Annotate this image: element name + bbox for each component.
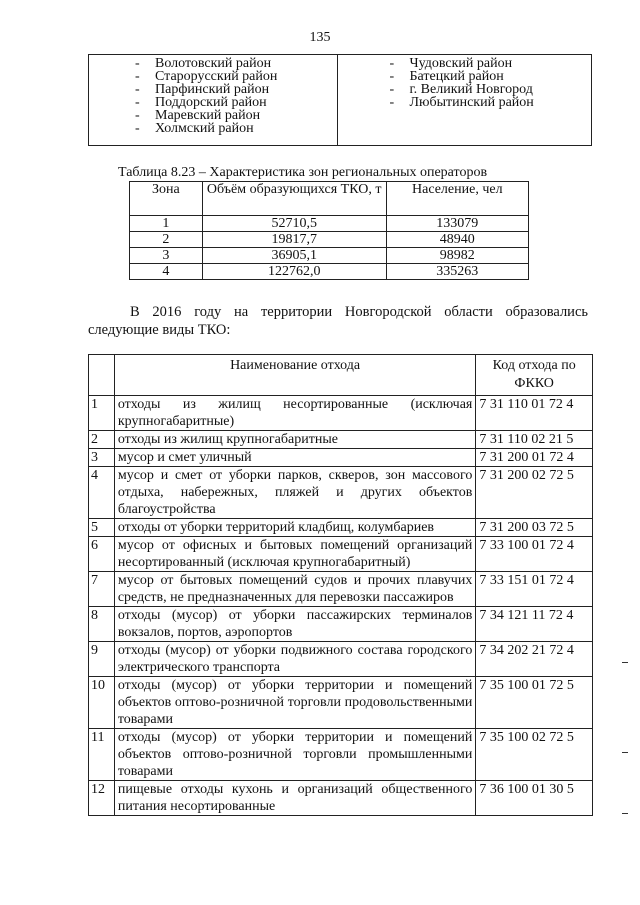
district-name: Любытинский район xyxy=(409,95,534,110)
zone-number: 3 xyxy=(130,248,203,264)
zone-volume: 19817,7 xyxy=(202,232,386,248)
district-name: Батецкий район xyxy=(409,69,504,84)
waste-header-name: Наименование отхода xyxy=(114,355,476,396)
waste-number: 9 xyxy=(89,642,115,677)
waste-number: 2 xyxy=(89,431,115,449)
waste-types-table xyxy=(88,354,593,816)
waste-code: 7 31 200 02 72 5 xyxy=(476,467,593,519)
district-name: Старорусский район xyxy=(155,69,278,84)
waste-name: мусор от офисных и бытовых помещений организаций несортированный (исключая крупногабаритный) xyxy=(114,537,476,572)
district-item xyxy=(390,96,592,109)
waste-number: 7 xyxy=(89,572,115,607)
zone-population: 133079 xyxy=(386,216,528,232)
districts-left-column xyxy=(89,55,338,145)
dash-bullet: - xyxy=(389,95,395,110)
district-name: г. Великий Новгород xyxy=(409,82,533,97)
waste-name: мусор и смет от уборки парков, скверов, зон массового отдыха, набережных, пляжей и других объектов благоустройства xyxy=(114,467,476,519)
waste-header-number xyxy=(89,355,115,396)
dash-bullet: - xyxy=(389,56,395,71)
zones-header-zone: Зона xyxy=(130,182,203,216)
page-number: 135 xyxy=(309,30,331,45)
waste-code: 7 35 100 02 72 5 xyxy=(476,729,593,781)
table-row xyxy=(89,781,593,816)
waste-code: 7 31 110 01 72 4 xyxy=(476,396,593,431)
district-name: Парфинский район xyxy=(155,82,270,97)
table-row xyxy=(89,537,593,572)
waste-code: 7 34 121 11 72 4 xyxy=(476,607,593,642)
zone-volume: 122762,0 xyxy=(202,264,386,280)
district-name: Поддорский район xyxy=(155,95,267,110)
waste-name: отходы из жилищ крупногабаритные xyxy=(114,431,476,449)
waste-name: мусор и смет уличный xyxy=(114,449,476,467)
waste-name: отходы (мусор) от уборки подвижного состава городского электрического транспорта xyxy=(114,642,476,677)
districts-right-column xyxy=(338,55,592,145)
districts-table xyxy=(88,54,592,146)
table-row xyxy=(130,232,529,248)
zone-volume: 52710,5 xyxy=(202,216,386,232)
zone-number: 1 xyxy=(130,216,203,232)
table-row xyxy=(89,677,593,729)
dash-bullet: - xyxy=(135,82,140,97)
margin-mark xyxy=(622,813,628,814)
zone-population: 98982 xyxy=(386,248,528,264)
waste-code: 7 31 200 03 72 5 xyxy=(476,519,593,537)
waste-code: 7 33 100 01 72 4 xyxy=(476,537,593,572)
dash-bullet: - xyxy=(389,82,395,97)
table-row xyxy=(89,729,593,781)
zone-number: 4 xyxy=(130,264,203,280)
district-item xyxy=(135,122,337,135)
table-row xyxy=(130,264,529,280)
waste-number: 8 xyxy=(89,607,115,642)
waste-code: 7 34 202 21 72 4 xyxy=(476,642,593,677)
waste-code: 7 31 200 01 72 4 xyxy=(476,449,593,467)
dash-bullet: - xyxy=(135,69,140,84)
waste-name: отходы (мусор) от уборки пассажирских терминалов вокзалов, портов, аэропортов xyxy=(114,607,476,642)
waste-number: 11 xyxy=(89,729,115,781)
body-paragraph: В 2016 году на территории Новгородской области образовались следующие виды ТКО: xyxy=(88,304,588,338)
waste-name: отходы из жилищ несортированные (исключая крупногабаритные) xyxy=(114,396,476,431)
zone-number: 2 xyxy=(130,232,203,248)
dash-bullet: - xyxy=(135,95,140,110)
table-row xyxy=(89,396,593,431)
table-row xyxy=(130,248,529,264)
waste-code: 7 35 100 01 72 5 xyxy=(476,677,593,729)
waste-code: 7 31 110 02 21 5 xyxy=(476,431,593,449)
dash-bullet: - xyxy=(135,121,140,136)
zones-header-population: Население, чел xyxy=(386,182,528,216)
zones-table xyxy=(129,181,529,280)
waste-name: пищевые отходы кухонь и организаций общественного питания несортированные xyxy=(114,781,476,816)
waste-number: 1 xyxy=(89,396,115,431)
district-name: Волотовский район xyxy=(155,56,272,71)
district-name: Чудовский район xyxy=(409,56,513,71)
waste-name: мусор от бытовых помещений судов и прочих плавучих средств, не предназначенных для перевозки пассажиров xyxy=(114,572,476,607)
waste-header-code: Код отхода по ФККО xyxy=(476,355,593,396)
zone-population: 48940 xyxy=(386,232,528,248)
dash-bullet: - xyxy=(135,108,140,123)
table-row xyxy=(89,607,593,642)
waste-header-row xyxy=(89,355,593,396)
waste-name: отходы от уборки территорий кладбищ, колумбариев xyxy=(114,519,476,537)
margin-mark xyxy=(622,752,628,753)
table-row xyxy=(89,431,593,449)
table-row xyxy=(89,467,593,519)
waste-name: отходы (мусор) от уборки территории и помещений объектов оптово-розничной торговли продовольственными товарами xyxy=(114,677,476,729)
zones-header-row xyxy=(130,182,529,216)
table-row xyxy=(89,642,593,677)
table-row xyxy=(89,572,593,607)
zones-table-caption: Таблица 8.23 – Характеристика зон региональных операторов xyxy=(118,165,488,180)
waste-number: 3 xyxy=(89,449,115,467)
waste-number: 12 xyxy=(89,781,115,816)
waste-code: 7 33 151 01 72 4 xyxy=(476,572,593,607)
waste-number: 6 xyxy=(89,537,115,572)
dash-bullet: - xyxy=(135,56,140,71)
dash-bullet: - xyxy=(389,69,395,84)
waste-name: отходы (мусор) от уборки территории и помещений объектов оптово-розничной торговли промышленными товарами xyxy=(114,729,476,781)
zone-population: 335263 xyxy=(386,264,528,280)
waste-number: 4 xyxy=(89,467,115,519)
table-row xyxy=(130,216,529,232)
table-row xyxy=(89,449,593,467)
district-name: Холмский район xyxy=(155,121,254,136)
table-row xyxy=(89,519,593,537)
waste-code: 7 36 100 01 30 5 xyxy=(476,781,593,816)
zones-header-volume: Объём образующихся ТКО, т xyxy=(202,182,386,216)
zone-volume: 36905,1 xyxy=(202,248,386,264)
margin-mark xyxy=(622,662,628,663)
waste-number: 10 xyxy=(89,677,115,729)
waste-number: 5 xyxy=(89,519,115,537)
district-name: Маревский район xyxy=(155,108,261,123)
